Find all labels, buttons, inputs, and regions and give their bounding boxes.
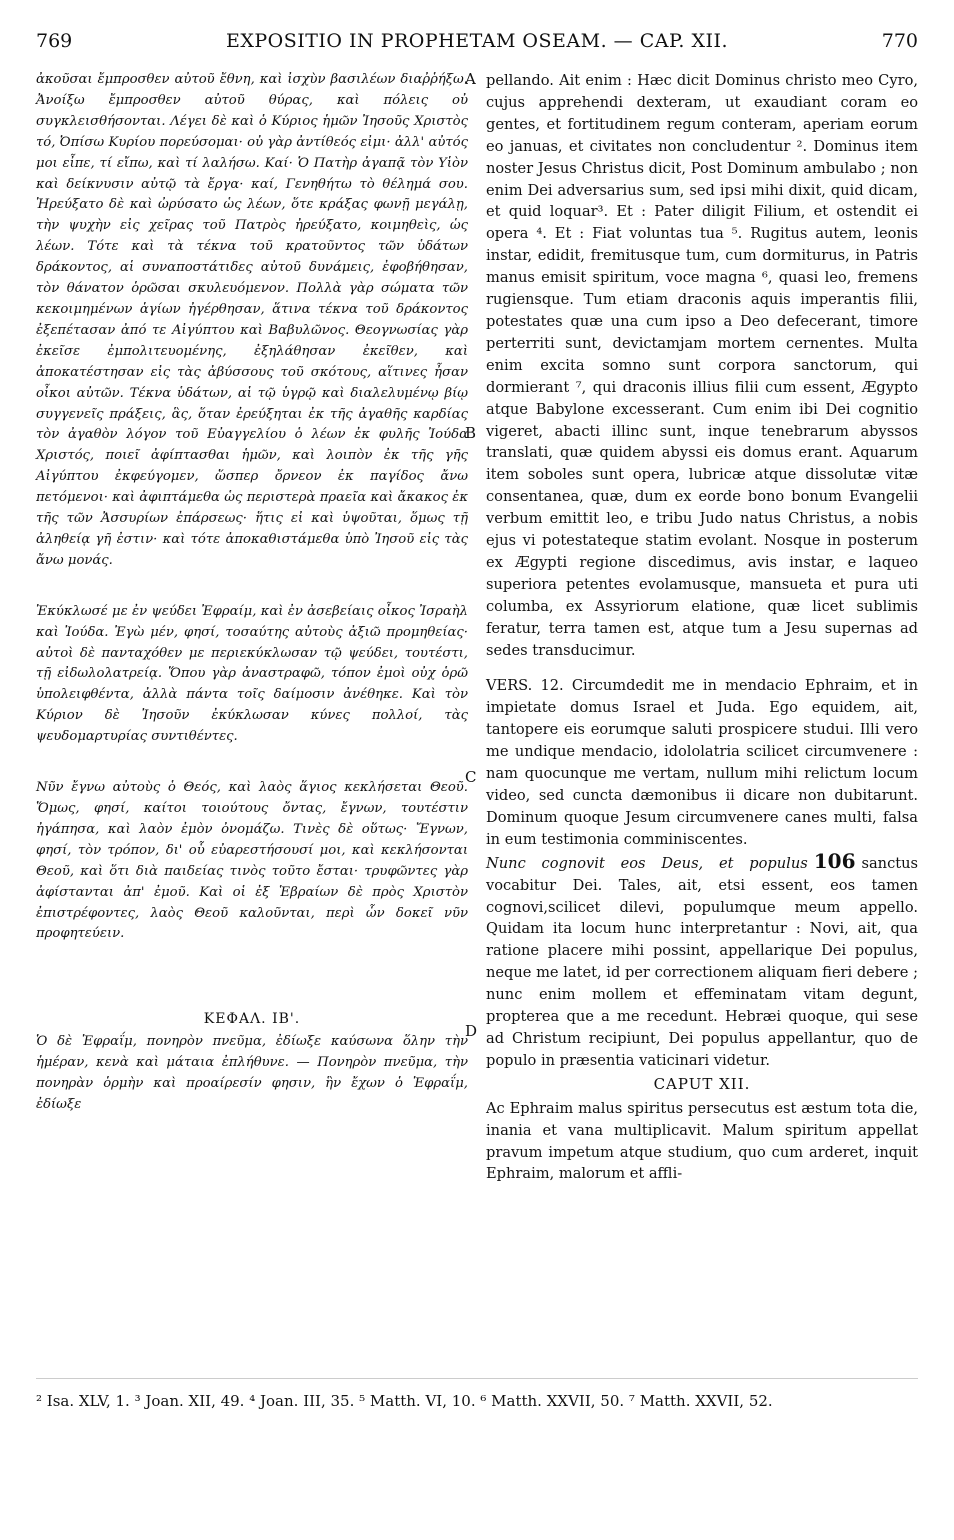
latin-paragraph-4: Ac Ephraim malus spiritus persecutus est æstum tota die, inania et vana multiplicavit. Malum spiritum appellat pravum impetum atque studium, quo cum arderet, inquit Ephraim, malorum et affli- [486, 1099, 918, 1183]
latin-column [486, 70, 918, 1185]
greek-chapter-heading: ΚΕΦΑΛ. ΙΒ'. [203, 1011, 301, 1028]
greek-paragraph-3: Νῦν ἔγνω αὐτοὺς ὁ Θεός, καὶ λαὸς ἅγιος κεκλήσεται Θεοῦ. Ὅμως, φησί, καίτοι τοιούτους ὄντας, ἔγνων, τουτέστιν ἠγάπησα, καὶ λαὸν ἐμὸν ὀνομάζω. Τινὲς δὲ οὕτως· Ἔγνων, φησί, τὸν τρόπον, δι' οὗ εὐαρεστήσουσί μοι, καὶ κεκλήσονται Θεοῦ, καὶ ὅτι διὰ παιδείας τινὸς τοῦτο ἔσται· τρυφῶντες γὰρ ἀφίστανται ἀπ' ἐμοῦ. Καὶ οἱ ἐξ Ἑβραίων δὲ πρὸς Χριστὸν ἐπιστρέφοντες, λαὸς Θεοῦ καλοῦνται, περὶ ὧν δοκεῖ νῦν προφητεύειν. [36, 780, 468, 942]
margin-letter-a: A [465, 70, 476, 88]
latin-lemma: Nunc cognovit eos Deus, et populus [486, 854, 808, 872]
greek-paragraph-1: ἀκοῦσαι ἔμπροσθεν αὐτοῦ ἔθνη, καὶ ἰσχὺν βασιλέων διαῤῥήξω. Ἀνοίξω ἔμπροσθεν αὐτοῦ θύρας, καὶ πόλεις οὐ συγκλεισθήσονται. Λέγει δὲ καὶ ὁ Κύριος ἡμῶν Ἰησοῦς Χριστὸς τό, Ὀπίσω Κυρίου πορεύσομαι· οὐ γὰρ ἀντίθεός εἰμι· ἀλλ' αὐτός μοι εἶπε, τί εἴπω, καὶ τί λαλήσω. Καί· Ὁ Πατὴρ ἀγαπᾷ τὸν Υἱὸν καὶ δείκνυσιν αὐτῷ τὰ ἔργα· καί, Γενηθήτω τὸ θέλημά σου. Ἠρεύξατο δὲ καὶ ὠρύσατο ὡς λέων, ὅτε κράξας φωνῇ μεγάλῃ, τὴν ψυχὴν εἰς χεῖρας τοῦ Πατρὸς ἠρεύξατο, κοιμηθεὶς, ὡς λέων. Τότε καὶ τὰ τέκνα τοῦ κρατοῦντος τῶν ὑδάτων δράκοντος, αἱ συναποστάτιδες αὐτοῦ δυνάμεις, ἐφοβήθησαν, τὸν θάνατον ὁρῶσαι σκυλευόμενον. Πολλὰ γὰρ σώματα τῶν κεκοιμημένων ἁγίων ἠγέρθησαν, ἅτινα τέκνα τοῦ δράκοντος ἐξεπέτασαν ἀπό τε Αἰγύπτου καὶ Βαβυλῶνος. Θεογνωσίας γὰρ ἐκεῖσε ἐμπολιτευομένης, ἐξηλάθησαν ἐκεῖθεν, καὶ ἀποκατέστησαν εἰς τὰς ἀβύσσους τοῦ σκότους, αἵτινες ἦσαν οἶκοι αὐτῶν. Τέκνα ὑδάτων, αἱ τῷ ὑγρῷ καὶ διαλελυμένῳ βίῳ συγγενεῖς πράξεις, ἃς, ὅταν ἐρεύξηται ἐκ τῆς ἀγαθῆς καρδίας τὸν ἀγαθὸν λόγον τοῦ Εὐαγγελίου ὁ λέων ἐκ φυλῆς Ἰούδα Χριστός, ποιεῖ ἀφίπτασθαι ἡμῶν, καὶ λοιπὸν ἐκ τῆς γῆς Αἰγύπτου ἐκφεύγομεν, ὥσπερ ὄρνεον ἐκ παγίδος ἄνω πετόμενοι· καὶ ἀφιπτάμεθα ὡς περιστερὰ πραεῖα καὶ ἄκακος ἐκ τῆς τῶν Ἀσσυρίων ἐπάρσεως· ἥτις εἰ καὶ ὑψοῦται, ὅμως τῇ ἀληθείᾳ γῆ ἐστιν· καὶ τότε ἀποκαθιστάμεθα ὑπὸ Ἰησοῦ εἰς τὰς ἄνω μονάς. [36, 72, 468, 568]
running-header [36, 30, 918, 58]
greek-paragraph-4: Ὁ δὲ Ἐφραΐμ, πονηρὸν πνεῦμα, ἐδίωξε καύσωνα ὅλην τὴν ἡμέραν, κενὰ καὶ μάταια ἐπλήθυνε. — Πονηρὸν πνεῦμα, τὴν πονηρὰν ὁρμὴν καὶ προαίρεσίν φησιν, ἣν ἔχων ὁ Ἐφραΐμ, ἐδίωξε [36, 1034, 468, 1112]
footnote-rule [36, 1378, 918, 1379]
latin-paragraph-3-text: sanctus vocabitur Dei. Tales, ait, etsi essent, eos tamen cognovi,scilicet dilevi, populumque meum appello. Quidam ita locum hunc interpretantur : Novi, ait, qua ratione placere mihi possint, appellarique Dei populus, neque me latet, id per correctionem aliquam fieri debere ; nunc enim mollem et effeminatam vitam degunt, propterea que a me recedunt. Hebræi quoque, qui sese ad Christum recipiunt, Dei populus appellantur, quo de populo in præsentia vaticinari videtur. [486, 854, 918, 1069]
greek-column [36, 70, 468, 1116]
column-number: 106 [813, 848, 856, 873]
greek-paragraph-2: Ἐκύκλωσέ με ἐν ψεύδει Ἐφραίμ, καὶ ἐν ἀσεβείαις οἶκος Ἰσραὴλ καὶ Ἰούδα. Ἐγὼ μέν, φησί, τοσαύτης αὐτοὺς ἀξιῶ προμηθείας· αὐτοὶ δὲ πανταχόθεν με περιεκύκλωσαν τῷ ψεύδει, τουτέστι, τῇ εἰδωλολατρείᾳ. Ὅπου γὰρ ἀναστραφῶ, τόπον ἐμοὶ οὐχ ὁρῶ ὑπολειφθέντα, ἀλλὰ πάντα τοῖς δαίμοσιν ἀνέθηκε. Καὶ τὸν Κύριον δὲ Ἰησοῦν ἐκύκλωσαν κύνες πολλοί, τὰς ψευδομαρτυρίας συντιθέντες. [36, 603, 468, 745]
latin-paragraph-3 [486, 848, 918, 1072]
margin-letter-d: D [465, 1022, 478, 1040]
page-number-left: 769 [36, 30, 73, 52]
margin-letter-b: B [465, 424, 477, 442]
latin-paragraph-2: VERS. 12. Circumdedit me in mendacio Ephraim, et in impietate domus Israel et Juda. Ego equidem, ait, tantopere eis eorumque saluti prospicere studui. Illi vero me undique mendacio, idololatria scilicet circumvenere : nam quocunque me vertam, nullum mihi relictum locum video, sed cuncta dæmonibus ii dicare non dubitarunt. Dominum quoque Jesum circumvenere canes multi, falsa in eum testimonia comminiscentes. [486, 677, 918, 848]
latin-paragraph-1: pellando. Ait enim : Hæc dicit Dominus christo meo Cyro, cujus apprehendi dexteram, ut exaudiant coram eo gentes, et fortitudinem regum conteram, aperiam eorum eo januas, et civitates non concludentur ². Dominus item noster Jesus Christus dicit, Post Dominum ambulabo ; non enim Dei adversarius sum, sed ipsi mihi dixit, quid dicam, et quid loquar³. Et : Pater diligit Filium, et ostendit ei opera ⁴. Et : Fiat voluntas tua ⁵. Rugitus autem, leonis instar, edidit, fremitusque tum, cum dormiturus, in Patris manus emisit spiritum, voce magna ⁶, quasi leo, fremens rugiensque. Tum etiam draconis aquis imperantis filii, potestates quæ una cum ipso a Deo defecerant, timore perterriti sunt, devictamjam mortem cernentes. Multa enim excita somno sunt corpora sanctorum, qui dormierant ⁷, qui draconis illius filii cum essent, Ægypto atque Babylone excesserant. Cum enim ibi Dei cognitio vigeret, abacti illinc sunt, inque tenebrarum abyssos translati, quæ quidem abyssi eis domus erant. Aquarum item soboles sunt opera, lubricæ atque dissolutæ vitæ consentanea, quæ, dum ex eorde bono bonum Evangelii verbum emittit leo, e tribu Judo natus Christus, a nobis ejus vi potestateque statim evolant. Nosque in posterum ex Ægypti regione discedimus, avis instar, e laqueo superiora petentes evolamusque, mansueta et pura uti columba, ex Assyriorum elatione, quæ licet sublimis feratur, terra tamen est, atque tum a Jesu supernas ad sedes transducimur. [486, 72, 918, 659]
page-number-right: 770 [881, 30, 918, 52]
margin-letter-c: C [465, 768, 477, 786]
latin-chapter-heading: CAPUT XII. [653, 1074, 751, 1093]
running-title: EXPOSITIO IN PROPHETAM OSEAM. — CAP. XII. [225, 30, 729, 52]
footnotes: ² Isa. XLV, 1. ³ Joan. XII, 49. ⁴ Joan. III, 35. ⁵ Matth. VI, 10. ⁶ Matth. XXVII, 50. ⁷ Matth. XXVII, 52. [36, 1392, 773, 1410]
